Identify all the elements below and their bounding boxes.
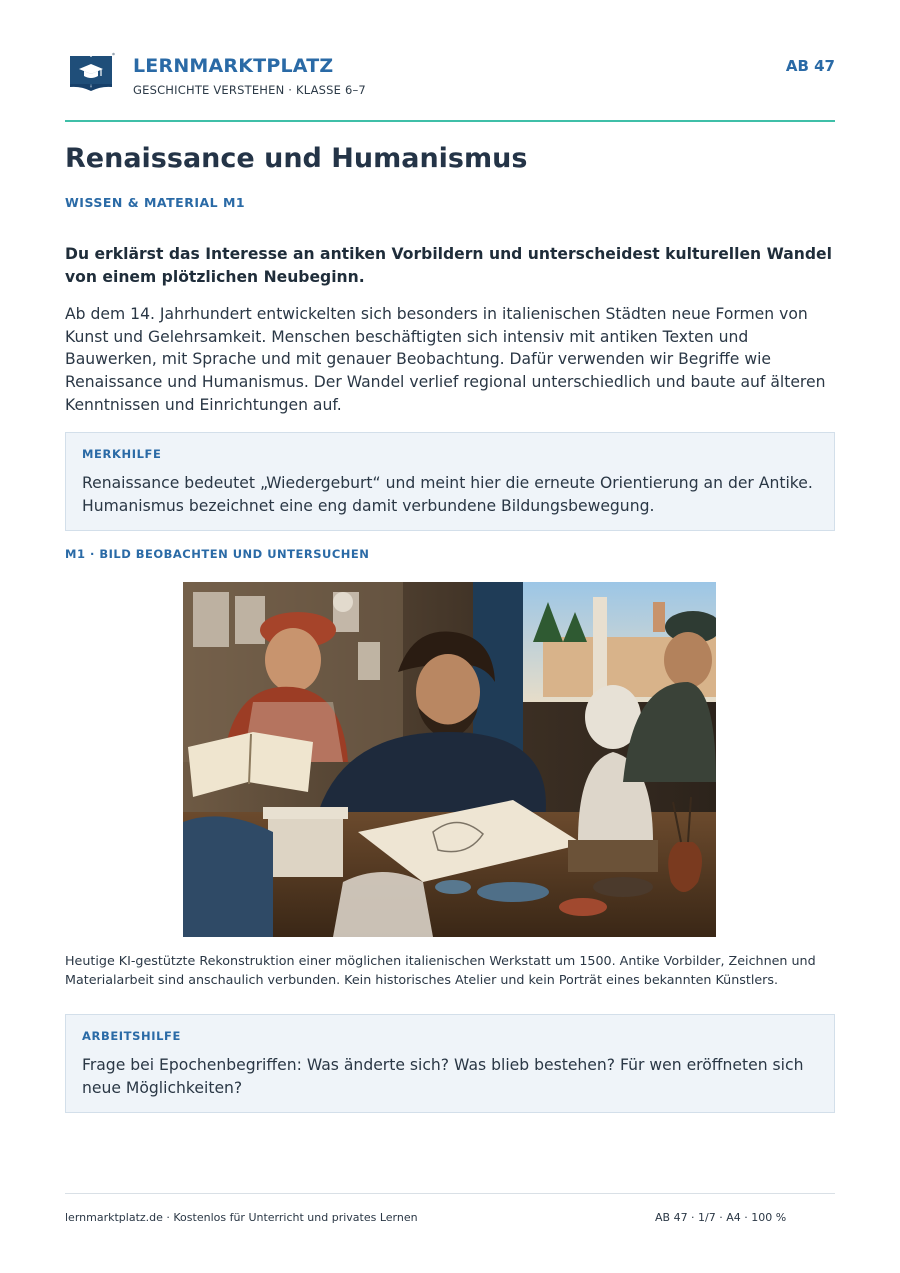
page-title: Renaissance und Humanismus [65, 143, 528, 174]
material-heading: M1 · BILD BEOBACHTEN UND UNTERSUCHEN [65, 547, 370, 561]
footer-divider [65, 1193, 835, 1194]
merkhilfe-label: MERKHILFE [82, 447, 162, 461]
arbeitshilfe-box [65, 1014, 835, 1113]
merkhilfe-text: Renaissance bedeutet „Wiedergeburt“ und meint hier die erneute Orientierung an der Antike. Humanismus bezeichnet eine eng damit verbundene Bildungsbewegung. [82, 474, 813, 515]
arbeitshilfe-label: ARBEITSHILFE [82, 1029, 181, 1043]
footer-page-info: AB 47 · 1/7 · A4 · 100 % [655, 1211, 787, 1224]
merkhilfe-box [65, 432, 835, 531]
section-kicker: WISSEN & MATERIAL M1 [65, 195, 246, 210]
workshop-illustration [183, 582, 716, 937]
learning-goal: Du erklärst das Interesse an antiken Vorbildern und unterscheidest kulturellen Wandel von einem plötzlichen Neubeginn. [65, 245, 832, 286]
intro-paragraph: Ab dem 14. Jahrhundert entwickelten sich besonders in italienischen Städten neue Formen von Kunst und Gelehrsamkeit. Menschen beschäftigten sich intensiv mit antiken Texten und Bauwerken, mit Sprache und mit genauer Beobachtung. Dafür verwenden wir Begriffe wie Renaissance und Humanismus. Der Wandel verlief regional unterschiedlich und baute auf älteren Kenntnissen und Einrichtungen auf. [65, 305, 826, 414]
brand-subtitle: GESCHICHTE VERSTEHEN · KLASSE 6–7 [133, 83, 366, 97]
brand-name: LERNMARKTPLATZ [133, 55, 334, 77]
graduation-cap-book-icon [67, 52, 115, 92]
header-divider [65, 120, 835, 122]
sheet-number: AB 47 [785, 57, 835, 75]
figure-caption: Heutige KI-gestützte Rekonstruktion einer möglichen italienischen Werkstatt um 1500. Antike Vorbilder, Zeichnen und Materialarbeit sind anschaulich verbunden. Kein historisches Atelier und kein Porträt eines bekannten Künstlers. [65, 953, 816, 987]
page-header [65, 52, 835, 102]
arbeitshilfe-text: Frage bei Epochenbegriffen: Was änderte sich? Was blieb bestehen? Für wen eröffneten sich neue Möglichkeiten? [82, 1056, 804, 1097]
footer-site-info: lernmarktplatz.de · Kostenlos für Unterricht und privates Lernen [65, 1211, 418, 1224]
